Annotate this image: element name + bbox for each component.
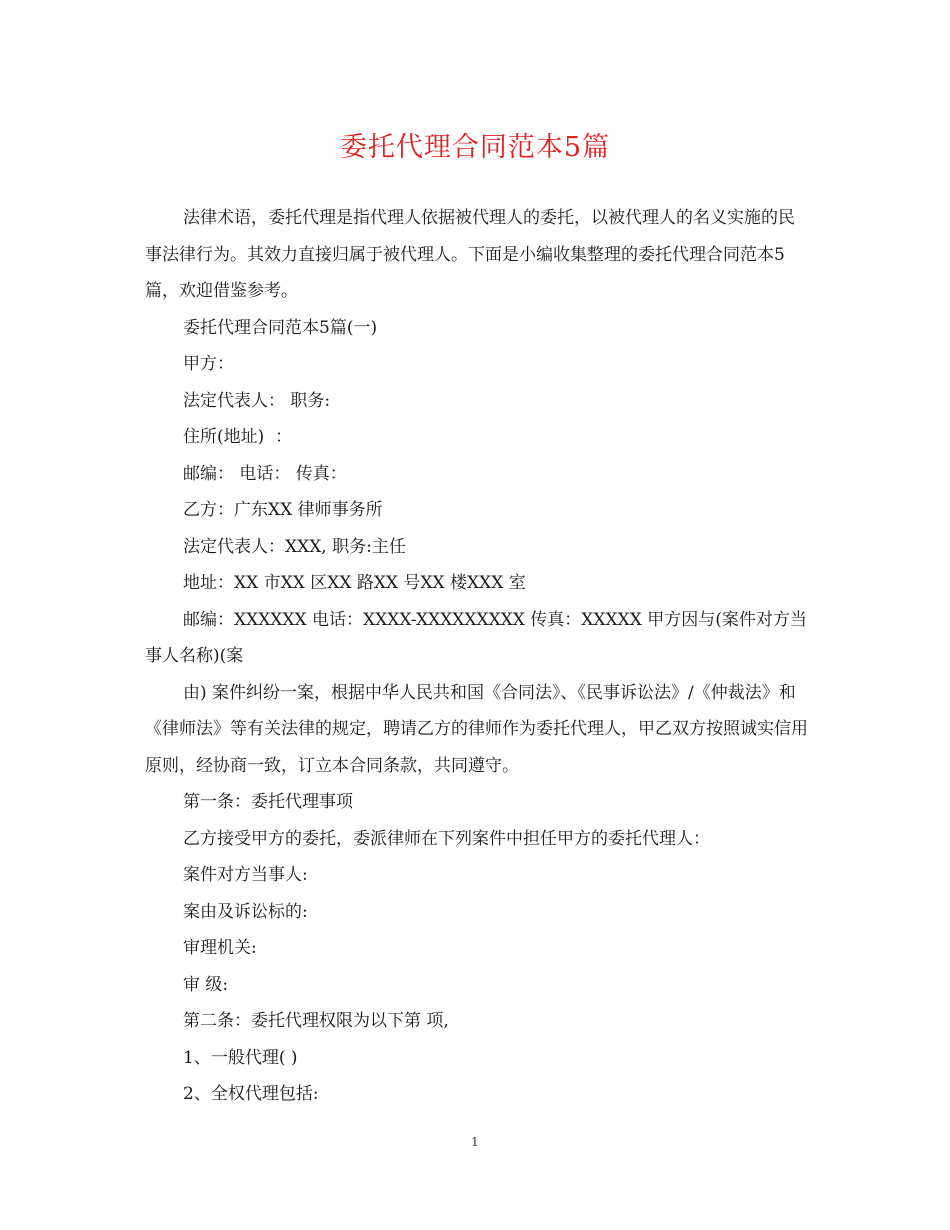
party-a-label: 甲方： xyxy=(183,354,234,374)
party-a-address: 住所(地址) ： xyxy=(183,427,293,447)
document-body xyxy=(145,200,810,1113)
party-a-representative: 法定代表人： 职务: xyxy=(183,390,331,411)
trial-authority-line: 审理机关: xyxy=(183,938,257,958)
article-1-text: 乙方接受甲方的委托，委派律师在下列案件中担任甲方的委托代理人： xyxy=(183,828,710,849)
document-title: 委托代理合同范本5篇 xyxy=(339,132,611,163)
party-b-representative: 法定代表人：XXX, 职务:主任 xyxy=(183,536,406,557)
case-cause-paragraph: 由) 案件纠纷一案，根据中华人民共和国《合同法》、《民事诉讼法》/《仲裁法》和《律师法》等有关法律的规定，聘请乙方的律师作为委托代理人，甲乙双方按照诚实信用原则，经协商一致，订立本合同条款，共同遵守。 xyxy=(145,682,808,776)
party-b-contact: 邮编：XXXXXX 电话：XXXX-XXXXXXXXX 传真：XXXXX 甲方因与(案件对方当事人名称)(案 xyxy=(145,609,807,666)
trial-level-line: 审 级: xyxy=(183,974,229,995)
intro-paragraph: 法律术语，委托代理是指代理人依据被代理人的委托，以被代理人的名义实施的民事法律行为。其效力直接归属于被代理人。下面是小编收集整理的委托代理合同范本5篇，欢迎借鉴参考。 xyxy=(145,208,795,301)
article-2-heading: 第二条：委托代理权限为以下第 项, xyxy=(183,1011,449,1031)
full-agency-line: 2、全权代理包括: xyxy=(183,1084,319,1104)
contract-heading: 委托代理合同范本5篇(一) xyxy=(183,317,378,338)
article-1-heading: 第一条：委托代理事项 xyxy=(183,792,353,812)
party-a-contact: 邮编： 电话： 传真： xyxy=(183,463,347,484)
general-agency-line: 1、一般代理( ) xyxy=(183,1047,298,1068)
party-b-label: 乙方：广东XX 律师事务所 xyxy=(183,500,383,520)
case-cause-line: 案由及诉讼标的: xyxy=(183,901,308,922)
party-b-address: 地址：XX 市XX 区XX 路XX 号XX 楼XXX 室 xyxy=(183,573,526,593)
opposing-party-line: 案件对方当事人: xyxy=(183,865,308,885)
page-number: 1 xyxy=(471,1135,479,1149)
